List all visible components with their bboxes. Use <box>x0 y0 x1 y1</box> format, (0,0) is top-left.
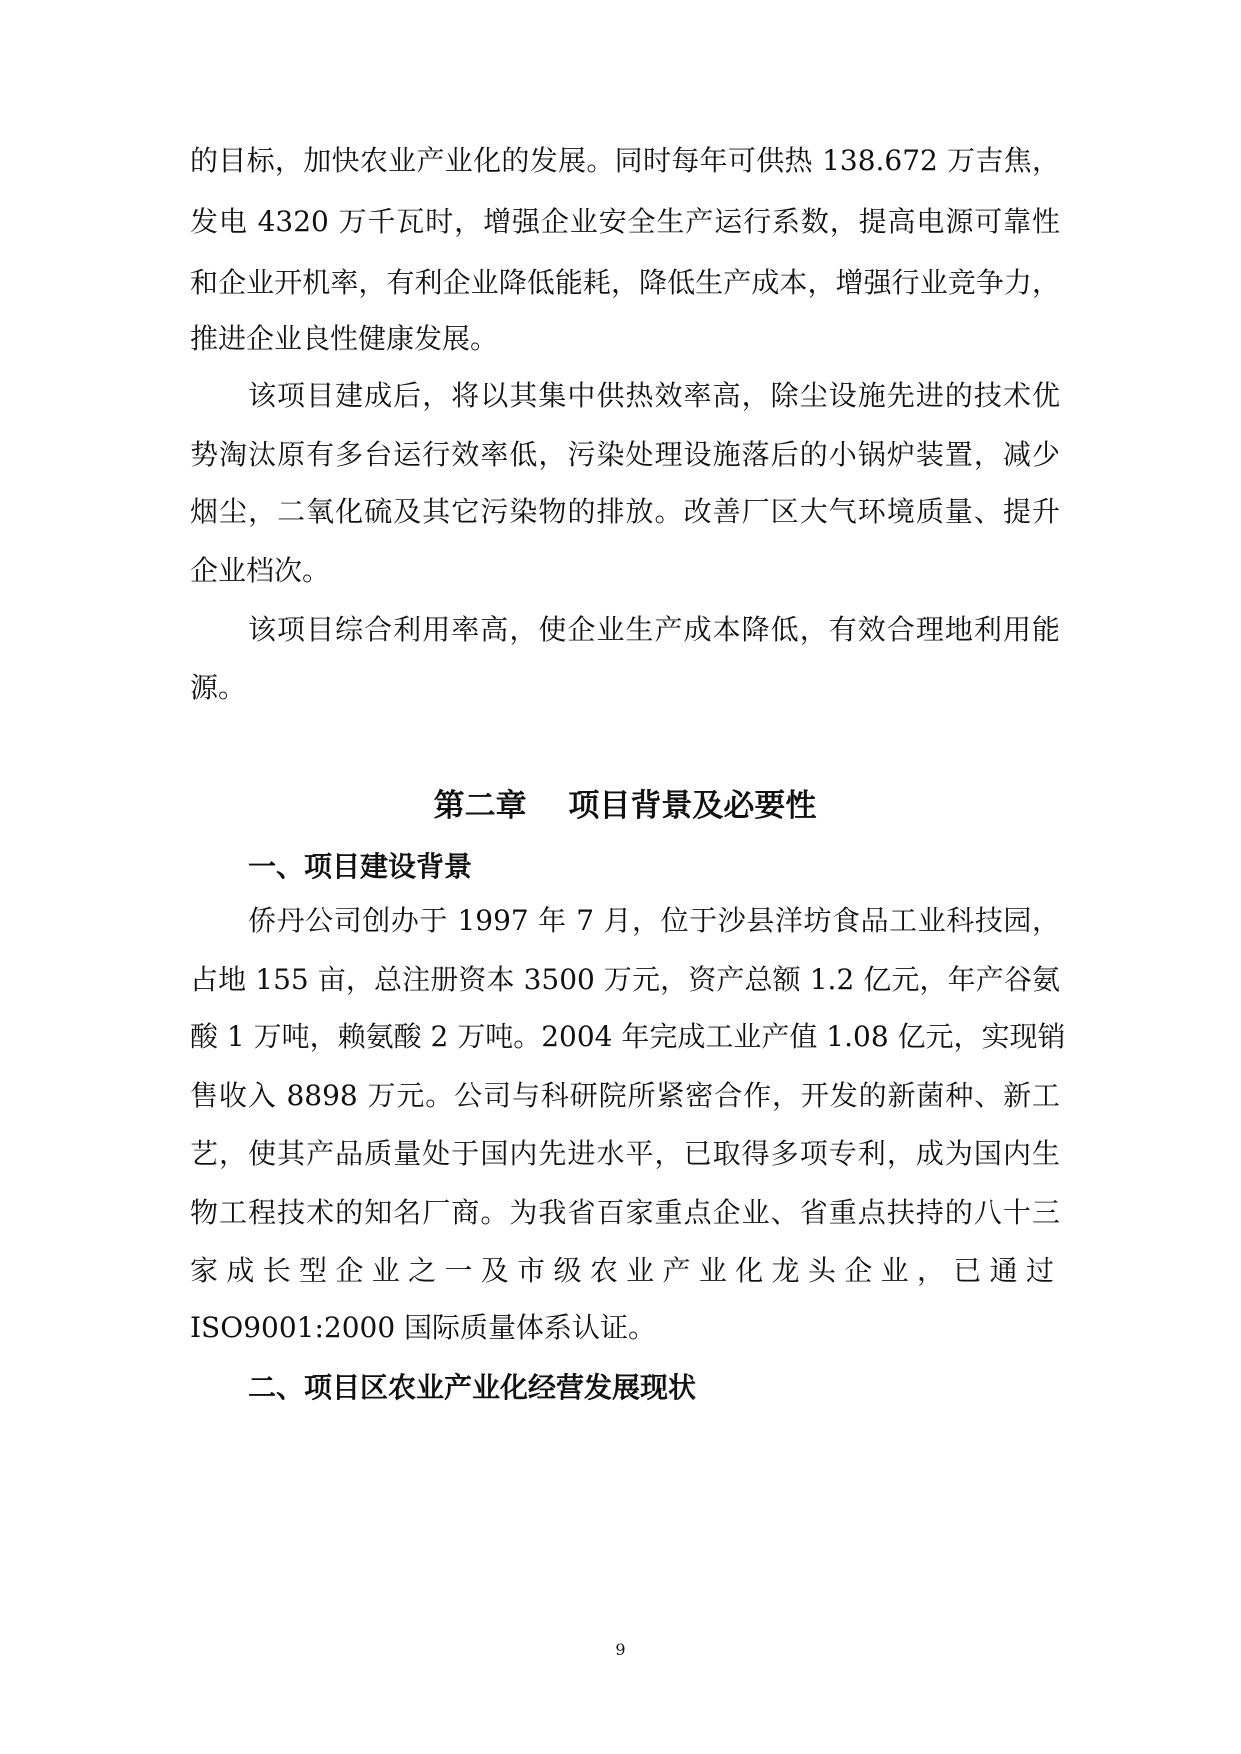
paragraph-line: 占地 155 亩，总注册资本 3500 万元，资产总额 1.2 亿元，年产谷氨 <box>190 963 1060 996</box>
paragraph-line: 该项目建成后，将以其集中供热效率高，除尘设施先进的技术优 <box>248 379 1060 412</box>
paragraph-line: 推进企业良性健康发展。 <box>190 322 499 355</box>
paragraph-line: 家成长型企业之一及市级农业产业化龙头企业，已通过 <box>190 1254 1060 1287</box>
paragraph-line: 和企业开机率，有利企业降低能耗，降低生产成本，增强行业竞争力， <box>190 266 1060 299</box>
paragraph-line: 企业档次。 <box>190 554 331 587</box>
paragraph-line: 艺，使其产品质量处于国内先进水平，已取得多项专利，成为国内生 <box>190 1137 1060 1170</box>
paragraph-line: 的目标，加快农业产业化的发展。同时每年可供热 138.672 万吉焦， <box>190 144 1060 177</box>
paragraph-line: 发电 4320 万千瓦时，增强企业安全生产运行系数，提高电源可靠性 <box>190 205 1060 238</box>
paragraph-line: 源。 <box>190 671 247 704</box>
paragraph-line: 烟尘，二氧化硫及其它污染物的排放。改善厂区大气环境质量、提升 <box>190 495 1060 528</box>
section-heading: 一、项目建设背景 <box>248 850 473 883</box>
paragraph-line: 物工程技术的知名厂商。为我省百家重点企业、省重点扶持的八十三 <box>190 1196 1060 1229</box>
page-number: 9 <box>615 1640 626 1659</box>
section-heading: 二、项目区农业产业化经营发展现状 <box>248 1371 697 1404</box>
paragraph-line: 该项目综合利用率高，使企业生产成本降低，有效合理地利用能 <box>248 613 1060 646</box>
paragraph-line: 侨丹公司创办于 1997 年 7 月，位于沙县洋坊食品工业科技园， <box>248 904 1060 937</box>
chapter-title: 第二章 项目背景及必要性 <box>433 788 817 824</box>
paragraph-line: 酸 1 万吨，赖氨酸 2 万吨。2004 年完成工业产值 1.08 亿元，实现销 <box>190 1020 1066 1053</box>
paragraph-line: ISO9001:2000 国际质量体系认证。 <box>190 1311 657 1344</box>
paragraph-line: 势淘汰原有多台运行效率低，污染处理设施落后的小锅炉装置，减少 <box>190 438 1060 471</box>
paragraph-line: 售收入 8898 万元。公司与科研院所紧密合作，开发的新菌种、新工 <box>190 1079 1060 1112</box>
